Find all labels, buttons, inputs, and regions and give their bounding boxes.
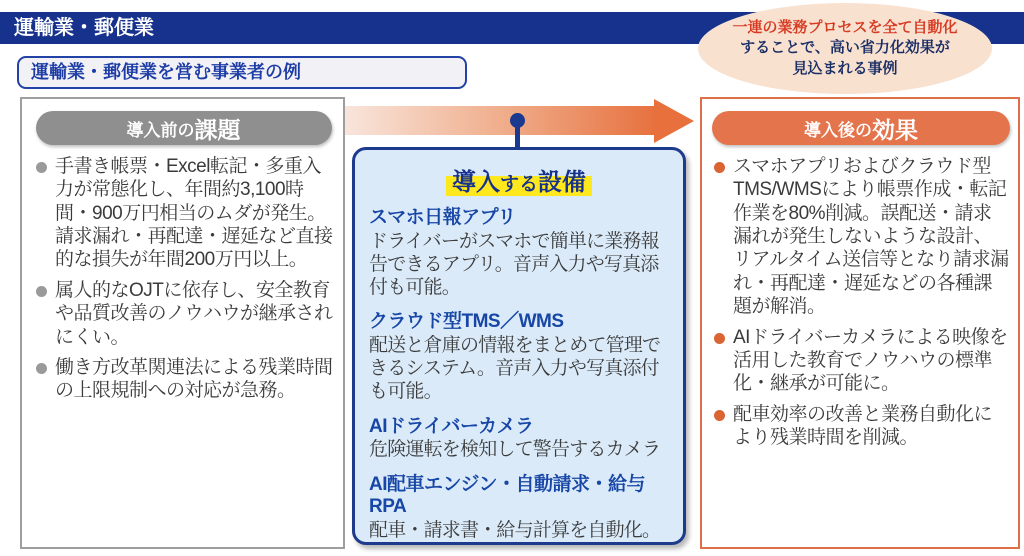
equipment-item — [369, 207, 669, 299]
flow-arrow-head-icon — [654, 99, 694, 143]
equipment-item-desc: 危険運転を検知して警告するカメラ — [369, 439, 661, 461]
page-title: 運輸業・郵便業 — [0, 12, 1024, 44]
equipment-item-title: AIドライバーカメラ — [369, 415, 534, 437]
bullet-dot-icon — [36, 162, 47, 173]
list-item — [34, 155, 333, 272]
after-header-large: 効果 — [872, 116, 918, 143]
equipment-header-part2: する — [499, 174, 538, 195]
connector-dot-icon — [510, 113, 525, 128]
callout-line-accent: 一連の業務プロセスを全て自動化 — [732, 19, 958, 37]
bullet-dot-icon — [714, 410, 725, 421]
equipment-header-part1: 導入 — [451, 169, 500, 196]
after-item-text: 配車効率の改善と業務自動化により残業時間を削減。 — [733, 403, 993, 448]
equipment-item-title: クラウド型TMS／WMS — [369, 311, 564, 333]
equipment-item — [369, 311, 669, 403]
list-item — [712, 155, 1010, 319]
list-item — [712, 403, 1010, 450]
after-panel-header — [712, 111, 1010, 145]
equipment-item-desc: ドライバーがスマホで簡単に業務報告できるアプリ。音声入力や写真添付も可能。 — [369, 230, 659, 299]
bullet-dot-icon — [714, 162, 725, 173]
flow-arrow-icon — [345, 106, 656, 135]
before-panel-header — [36, 111, 332, 145]
before-item-text: 属人的なOJTに依存し、安全教育や品質改善のノウハウが継承されにくい。 — [55, 279, 333, 348]
equipment-panel-header — [369, 162, 669, 197]
callout-line: することで、高い省力化効果が — [740, 39, 950, 57]
bullet-dot-icon — [714, 333, 725, 344]
before-item-text: 手書き帳票・Excel転記・多重入力が常態化し、年間約3,100時間・900万円相当のムダが発生。請求漏れ・再配達・遅延など直接的な損失が年間200万円以上。 — [55, 156, 333, 271]
equipment-panel — [352, 147, 686, 545]
after-panel — [700, 97, 1020, 549]
callout-bubble — [698, 3, 992, 94]
before-panel — [20, 97, 345, 549]
list-item — [34, 279, 333, 349]
equipment-item-desc: 配送と倉庫の情報をまとめて管理できるシステム。音声入力や写真添付も可能。 — [369, 335, 661, 403]
after-item-text: AIドライバーカメラによる映像を活用した教育でノウハウの標準化・継承が可能に。 — [733, 326, 1008, 395]
list-item — [34, 356, 333, 403]
equipment-item — [369, 416, 669, 462]
equipment-item — [369, 474, 669, 543]
before-header-large: 課題 — [194, 116, 241, 143]
equipment-item-desc: 配車・請求書・給与計算を自動化。 — [369, 520, 661, 542]
callout-line: 見込まれる事例 — [792, 59, 898, 77]
equipment-item-title: AI配車エンジン・自動請求・給与RPA — [369, 473, 646, 518]
bullet-dot-icon — [36, 363, 47, 374]
after-item-text: スマホアプリおよびクラウド型TMS/WMSにより帳票作成・転記作業を80%削減。誤配送・請求漏れが発生しないような設計、リアルタイム送信等となり請求漏れ・再配達・遅延などの各種課題が解消。 — [733, 156, 1009, 318]
before-header-small: 導入前の — [126, 120, 195, 140]
list-item — [712, 326, 1010, 396]
bullet-dot-icon — [36, 286, 47, 297]
before-item-text: 働き方改革関連法による残業時間の上限規制への対応が急務。 — [55, 356, 333, 402]
after-header-small: 導入後の — [804, 120, 872, 140]
equipment-item-title: スマホ日報アプリ — [369, 207, 516, 228]
section-subtitle: 運輸業・郵便業を営む事業者の例 — [17, 56, 467, 89]
equipment-header-part3: 設備 — [538, 169, 586, 196]
